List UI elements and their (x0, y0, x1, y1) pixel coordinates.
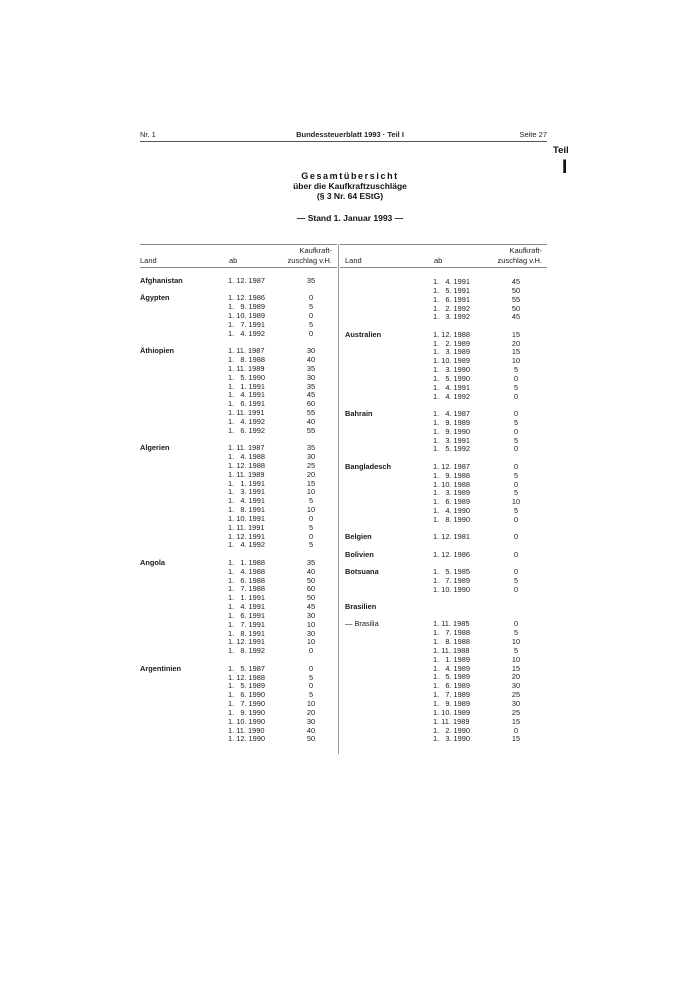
percent-cell: 5 (308, 690, 314, 700)
date-cell: 1. 9. 1989 (228, 302, 265, 312)
percent-cell: 5 (308, 540, 314, 550)
date-cell: 1. 3. 1991 (228, 487, 265, 497)
date-cell: 1. 11. 1990 (228, 725, 265, 735)
land-label: Bangladesch (345, 461, 392, 471)
percent-cell: 10 (511, 637, 521, 647)
percent-cell: 0 (513, 549, 519, 559)
percent-cell: 40 (306, 725, 316, 735)
date-cell: 1. 5. 1989 (433, 672, 470, 682)
header-land-left: Land (140, 256, 157, 265)
header-rule (140, 141, 547, 142)
percent-cell: 0 (513, 725, 519, 735)
percent-cell: 5 (513, 506, 519, 516)
percent-cell: 10 (511, 356, 521, 366)
date-cell: 1. 11. 1989 (228, 469, 265, 479)
percent-cell: 30 (306, 716, 316, 726)
header-zuschlag-right: zuschlag v.H. (497, 256, 542, 265)
page-subtitle: über die Kaufkraftzuschläge (293, 181, 407, 191)
percent-cell: 0 (513, 584, 519, 594)
percent-cell: 40 (306, 416, 316, 426)
date-cell: 1. 12. 1988 (228, 672, 265, 682)
date-cell: 1. 7. 1991 (228, 319, 265, 329)
date-cell: 1. 8. 1991 (228, 505, 265, 515)
percent-cell: 0 (308, 681, 314, 691)
percent-cell: 50 (511, 303, 521, 313)
percent-cell: 5 (308, 672, 314, 682)
date-cell: 1. 12. 1990 (228, 734, 265, 744)
date-cell: 1. 7. 1988 (228, 584, 265, 594)
percent-cell: 30 (306, 628, 316, 638)
percent-cell: 30 (511, 681, 521, 691)
date-cell: 1. 6. 1991 (228, 399, 265, 409)
percent-cell: 5 (513, 365, 519, 375)
percent-cell: 0 (308, 513, 314, 523)
percent-cell: 15 (511, 663, 521, 673)
date-cell: 1. 5. 1991 (433, 285, 470, 295)
percent-cell: 0 (513, 532, 519, 542)
percent-cell: 35 (306, 276, 316, 285)
percent-cell: 30 (306, 372, 316, 382)
date-cell: 1. 11. 1989 (228, 363, 265, 373)
date-cell: 1. 9. 1988 (433, 470, 470, 480)
percent-cell: 5 (513, 470, 519, 480)
percent-cell: 20 (306, 707, 316, 717)
percent-cell: 35 (306, 443, 316, 453)
percent-cell: 20 (511, 672, 521, 682)
date-cell: 1. 2. 1992 (433, 303, 470, 313)
date-cell: 1. 9. 1989 (433, 417, 470, 427)
header-land-right: Land (345, 256, 362, 265)
percent-cell: 30 (306, 346, 316, 356)
percent-cell: 5 (513, 417, 519, 427)
date-cell: 1. 11. 1991 (228, 408, 265, 418)
date-cell: 1. 8. 1990 (433, 514, 470, 524)
land-label: Brasilien (345, 602, 377, 611)
date-cell: 1. 7. 1988 (433, 628, 470, 638)
percent-cell: 15 (511, 716, 521, 726)
date-cell: 1. 4. 1987 (433, 409, 470, 419)
percent-cell: 0 (513, 409, 519, 419)
date-cell: 1. 4. 1991 (433, 382, 470, 392)
date-cell: 1. 8. 1988 (228, 354, 265, 364)
table-top-rule-right (340, 244, 547, 245)
date-cell: 1. 5. 1987 (228, 663, 265, 673)
date-cell: 1. 10. 1988 (433, 479, 470, 489)
date-cell: 1. 9. 1990 (228, 707, 265, 717)
date-cell: 1. 4. 1988 (228, 451, 265, 461)
percent-cell: 30 (511, 699, 521, 708)
percent-cell: 0 (308, 663, 314, 673)
percent-cell: 30 (306, 451, 316, 461)
percent-cell: 5 (513, 575, 519, 585)
header-kaufkraft-left: Kaufkraft- (299, 246, 332, 255)
land-label: Algerien (140, 443, 170, 453)
percent-cell: 30 (306, 610, 316, 620)
date-cell: 1. 10. 1991 (228, 513, 265, 523)
date-cell: 1. 8. 1991 (228, 628, 265, 638)
date-cell: 1. 3. 1989 (433, 347, 470, 357)
page-number-right: Seite 27 (519, 130, 547, 139)
percent-cell: 0 (308, 328, 314, 338)
page-number-left: Nr. 1 (140, 130, 156, 139)
date-cell: 1. 4. 1992 (228, 540, 265, 550)
percent-cell: 5 (308, 302, 314, 312)
percent-cell: 60 (306, 584, 316, 594)
date-cell: 1. 12. 1991 (228, 531, 265, 541)
percent-cell: 10 (306, 699, 316, 709)
land-label: Bolivien (345, 549, 374, 559)
date-cell: 1. 11. 1989 (433, 716, 470, 726)
percent-cell: 50 (306, 575, 316, 585)
land-label: Angola (140, 557, 166, 567)
percent-cell: 40 (306, 354, 316, 364)
percent-cell: 0 (513, 479, 519, 489)
date-cell: 1. 4. 1991 (228, 496, 265, 506)
date-cell: 1. 10. 1989 (433, 707, 470, 717)
date-cell: 1. 6. 1991 (228, 610, 265, 620)
percent-cell: 25 (511, 707, 521, 717)
percent-cell: 55 (306, 408, 316, 418)
percent-cell: 10 (306, 505, 316, 515)
percent-cell: 35 (306, 557, 316, 567)
percent-cell: 15 (306, 478, 316, 488)
date-cell: 1. 12. 1981 (433, 532, 470, 542)
land-label: Australien (345, 329, 382, 339)
page-subtitle-law: (§ 3 Nr. 64 EStG) (316, 191, 384, 201)
teil-mark: I (562, 157, 568, 178)
land-label: Belgien (345, 532, 372, 542)
stand-date: — Stand 1. Januar 1993 — (296, 213, 404, 223)
percent-cell: 5 (308, 319, 314, 329)
date-cell: 1. 9. 1990 (433, 426, 470, 436)
percent-cell: 45 (306, 602, 316, 612)
date-cell: 1. 12. 1988 (228, 460, 265, 470)
percent-cell: 0 (308, 531, 314, 541)
percent-cell: 10 (511, 654, 521, 664)
date-cell: 1. 10. 1989 (433, 356, 470, 366)
land-label: Äthiopien (140, 346, 175, 356)
table-header-rule-right (340, 267, 547, 268)
date-cell: 1. 9. 1989 (433, 699, 470, 708)
date-cell: 1. 7. 1990 (228, 699, 265, 709)
date-cell: 1. 1. 1991 (228, 381, 265, 391)
running-title: Bundessteuerblatt 1993 · Teil I (296, 130, 404, 139)
date-cell: 1. 1. 1991 (228, 478, 265, 488)
percent-cell: 0 (513, 514, 519, 524)
percent-cell: 0 (513, 391, 519, 401)
percent-cell: 10 (306, 637, 316, 647)
percent-cell: 0 (513, 374, 519, 383)
percent-cell: 55 (306, 425, 316, 435)
date-cell: 1. 3. 1989 (433, 488, 470, 498)
percent-cell: 55 (511, 294, 521, 304)
percent-cell: 0 (513, 619, 519, 629)
date-cell: 1. 1. 1989 (433, 654, 470, 664)
percent-cell: 35 (306, 381, 316, 391)
percent-cell: 15 (511, 329, 521, 339)
date-cell: 1. 5. 1990 (433, 374, 470, 383)
date-cell: 1. 10. 1990 (228, 716, 265, 726)
percent-cell: 5 (513, 382, 519, 392)
date-cell: 1. 5. 1990 (228, 372, 265, 382)
date-cell: 1. 6. 1991 (433, 294, 470, 304)
date-cell: 1. 3. 1992 (433, 312, 470, 322)
date-cell: 1. 11. 1987 (228, 443, 265, 453)
date-cell: 1. 12. 1987 (433, 461, 470, 471)
date-cell: 1. 4. 1991 (228, 602, 265, 612)
date-cell: 1. 3. 1991 (433, 435, 470, 445)
date-cell: 1. 7. 1989 (433, 690, 470, 700)
date-cell: 1. 4. 1991 (228, 390, 265, 400)
land-label: Ägypten (140, 293, 170, 303)
land-label: — Brasilia (345, 619, 379, 629)
date-cell: 1. 2. 1990 (433, 725, 470, 735)
percent-cell: 0 (513, 461, 519, 471)
percent-cell: 5 (308, 522, 314, 532)
percent-cell: 0 (513, 444, 519, 454)
percent-cell: 0 (308, 293, 314, 303)
percent-cell: 5 (513, 488, 519, 498)
land-label: Afghanistan (140, 276, 183, 285)
date-cell: 1. 10. 1990 (433, 584, 470, 594)
percent-cell: 25 (306, 460, 316, 470)
date-cell: 1. 6. 1992 (228, 425, 265, 435)
date-cell: 1. 4. 1992 (228, 328, 265, 338)
percent-cell: 0 (308, 646, 314, 656)
date-cell: 1. 6. 1990 (228, 690, 265, 700)
percent-cell: 35 (306, 363, 316, 373)
date-cell: 1. 11. 1987 (228, 346, 265, 356)
percent-cell: 20 (306, 469, 316, 479)
date-cell: 1. 7. 1989 (433, 575, 470, 585)
date-cell: 1. 3. 1990 (433, 365, 470, 375)
teil-label: Teil (553, 145, 569, 156)
date-cell: 1. 8. 1988 (433, 637, 470, 647)
date-cell: 1. 5. 1992 (433, 444, 470, 454)
date-cell: 1. 4. 1988 (228, 566, 265, 576)
percent-cell: 60 (306, 399, 316, 409)
table-top-rule-left (140, 244, 337, 245)
date-cell: 1. 11. 1991 (228, 522, 265, 532)
percent-cell: 20 (511, 338, 521, 348)
date-cell: 1. 6. 1988 (228, 575, 265, 585)
date-cell: 1. 1. 1991 (228, 593, 265, 603)
percent-cell: 0 (513, 566, 519, 576)
header-zuschlag-left: zuschlag v.H. (287, 256, 332, 265)
date-cell: 1. 11. 1988 (433, 645, 470, 655)
percent-cell: 5 (308, 496, 314, 506)
percent-cell: 50 (306, 593, 316, 603)
percent-cell: 10 (306, 619, 316, 629)
percent-cell: 15 (511, 347, 521, 357)
percent-cell: 50 (306, 734, 316, 744)
date-cell: 1. 4. 1992 (228, 416, 265, 426)
column-divider (338, 244, 339, 754)
percent-cell: 50 (511, 285, 521, 295)
date-cell: 1. 12. 1986 (228, 293, 265, 303)
percent-cell: 0 (308, 311, 314, 321)
percent-cell: 10 (511, 497, 521, 507)
percent-cell: 40 (306, 566, 316, 576)
date-cell: 1. 2. 1989 (433, 338, 470, 348)
land-label: Argentinien (140, 663, 182, 673)
date-cell: 1. 1. 1988 (228, 557, 265, 567)
percent-cell: 0 (513, 426, 519, 436)
percent-cell: 5 (513, 628, 519, 638)
header-kaufkraft-right: Kaufkraft- (509, 246, 542, 255)
date-cell: 1. 3. 1990 (433, 734, 470, 744)
percent-cell: 10 (306, 487, 316, 497)
land-label: Bahrain (345, 409, 373, 419)
percent-cell: 45 (306, 390, 316, 400)
date-cell: 1. 4. 1992 (433, 391, 470, 401)
date-cell: 1. 7. 1991 (228, 619, 265, 629)
date-cell: 1. 11. 1985 (433, 619, 470, 629)
header-ab-right: ab (434, 256, 443, 265)
header-ab-left: ab (229, 256, 238, 265)
percent-cell: 5 (513, 435, 519, 445)
date-cell: 1. 12. 1988 (433, 329, 470, 339)
table-header-rule-left (140, 267, 337, 268)
percent-cell: 45 (511, 277, 521, 286)
date-cell: 1. 4. 1989 (433, 663, 470, 673)
date-cell: 1. 4. 1990 (433, 506, 470, 516)
date-cell: 1. 4. 1991 (433, 277, 470, 286)
land-label: Botsuana (345, 566, 379, 576)
date-cell: 1. 6. 1989 (433, 497, 470, 507)
date-cell: 1. 6. 1989 (433, 681, 470, 691)
percent-cell: 45 (511, 312, 521, 322)
percent-cell: 5 (513, 645, 519, 655)
date-cell: 1. 8. 1992 (228, 646, 265, 656)
percent-cell: 15 (511, 734, 521, 744)
date-cell: 1. 5. 1985 (433, 566, 470, 576)
date-cell: 1. 12. 1991 (228, 637, 265, 647)
date-cell: 1. 5. 1989 (228, 681, 265, 691)
date-cell: 1. 12. 1986 (433, 549, 470, 559)
page-title: Gesamtübersicht (301, 171, 399, 181)
date-cell: 1. 10. 1989 (228, 311, 265, 321)
date-cell: 1. 12. 1987 (228, 276, 265, 285)
percent-cell: 25 (511, 690, 521, 700)
